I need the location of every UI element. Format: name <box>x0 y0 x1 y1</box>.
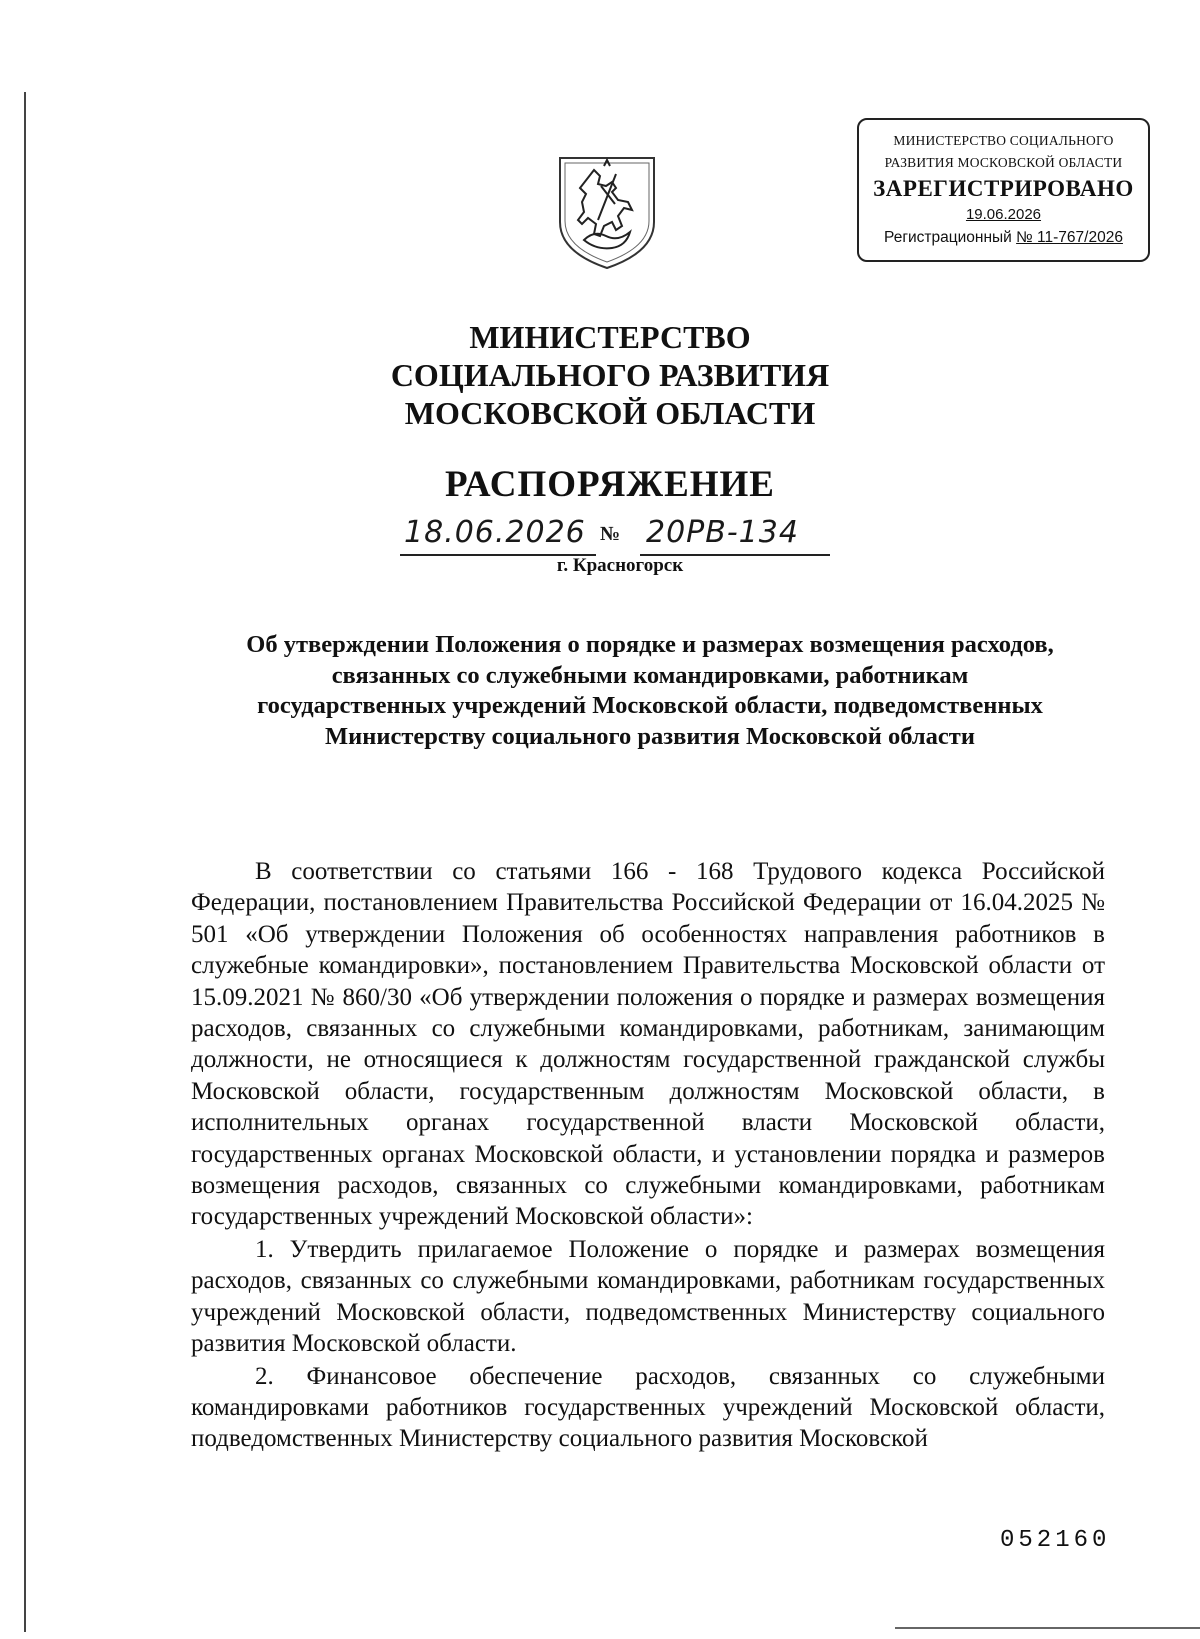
stamp-date: 19.06.2026 <box>965 206 1042 223</box>
order-date: 18.06.2026 <box>404 515 586 550</box>
scan-edge-line <box>24 92 26 1632</box>
document-body <box>191 856 1105 1455</box>
order-date-number <box>400 515 840 555</box>
order-number: 20РВ-134 <box>646 515 799 550</box>
stamp-reg-value: № 11-767/2026 <box>1016 229 1123 246</box>
document-subject <box>180 630 1120 752</box>
document-type: РАСПОРЯЖЕНИЕ <box>444 464 775 505</box>
coat-of-arms-icon <box>554 152 660 272</box>
body-paragraph-preamble: В соответствии со статьями 166 - 168 Трудового кодекса Российской Федерации, постановлением Правительства Российской Федерации от 16.04.2025 № 501 «Об утверждении Положения об особенностях направления работников в служебные командировки», постановлением Правительства Московской области от 15.09.2021 № 860/30 «Об утверждении положения о порядке и размерах возмещения расходов, связанных со служебными командировками, работникам, занимающим должности, не относящиеся к должностям государственной гражданской службы Московской области, государственным должностям Московской области, в исполнительных органах государственной власти Московской области, государственных органах Московской области, и установлении порядка и размеров возмещения расходов, связанных со служебными командировками, работникам государственных учреждений Московской области»: <box>191 858 1105 1231</box>
subject-line2: связанных со служебными командировками, работникам <box>331 661 969 689</box>
ministry-line3: МОСКОВСКОЙ ОБЛАСТИ <box>404 395 816 431</box>
stamp-org-line2: РАЗВИТИЯ МОСКОВСКОЙ ОБЛАСТИ <box>884 155 1123 170</box>
subject-line3: государственных учреждений Московской области, подведомственных <box>257 692 1043 719</box>
stamp-status: ЗАРЕГИСТРИРОВАНО <box>873 176 1134 201</box>
ministry-line2: СОЦИАЛЬНОГО РАЗВИТИЯ <box>390 357 830 393</box>
body-paragraph-item2: 2. Финансовое обеспечение расходов, связанных со служебными командировками работников государственных учреждений Московской области, подведомственных Министерству социального развития Московской <box>191 1362 1105 1453</box>
subject-line1: Об утверждении Положения о порядке и размерах возмещения расходов, <box>246 631 1054 658</box>
ministry-line1: МИНИСТЕРСТВО <box>469 319 751 355</box>
form-number: 052160 <box>1000 1527 1111 1554</box>
number-sign: № <box>600 523 622 545</box>
registration-stamp <box>857 118 1150 262</box>
scan-bottom-line <box>895 1627 1200 1629</box>
ministry-name <box>300 318 920 432</box>
subject-line4: Министерству социального развития Московской области <box>325 722 975 750</box>
stamp-reg-label: Регистрационный <box>884 229 1017 246</box>
body-paragraph-item1: 1. Утвердить прилагаемое Положение о порядке и размерах возмещения расходов, связанных со служебными командировками, работникам государственных учреждений Московской области, подведомственных Министерству социального развития Московской области. <box>191 1235 1105 1358</box>
stamp-org-line1: МИНИСТЕРСТВО СОЦИАЛЬНОГО <box>893 133 1114 148</box>
city: г. Красногорск <box>556 555 684 576</box>
stamp-reg-number <box>859 226 1148 250</box>
